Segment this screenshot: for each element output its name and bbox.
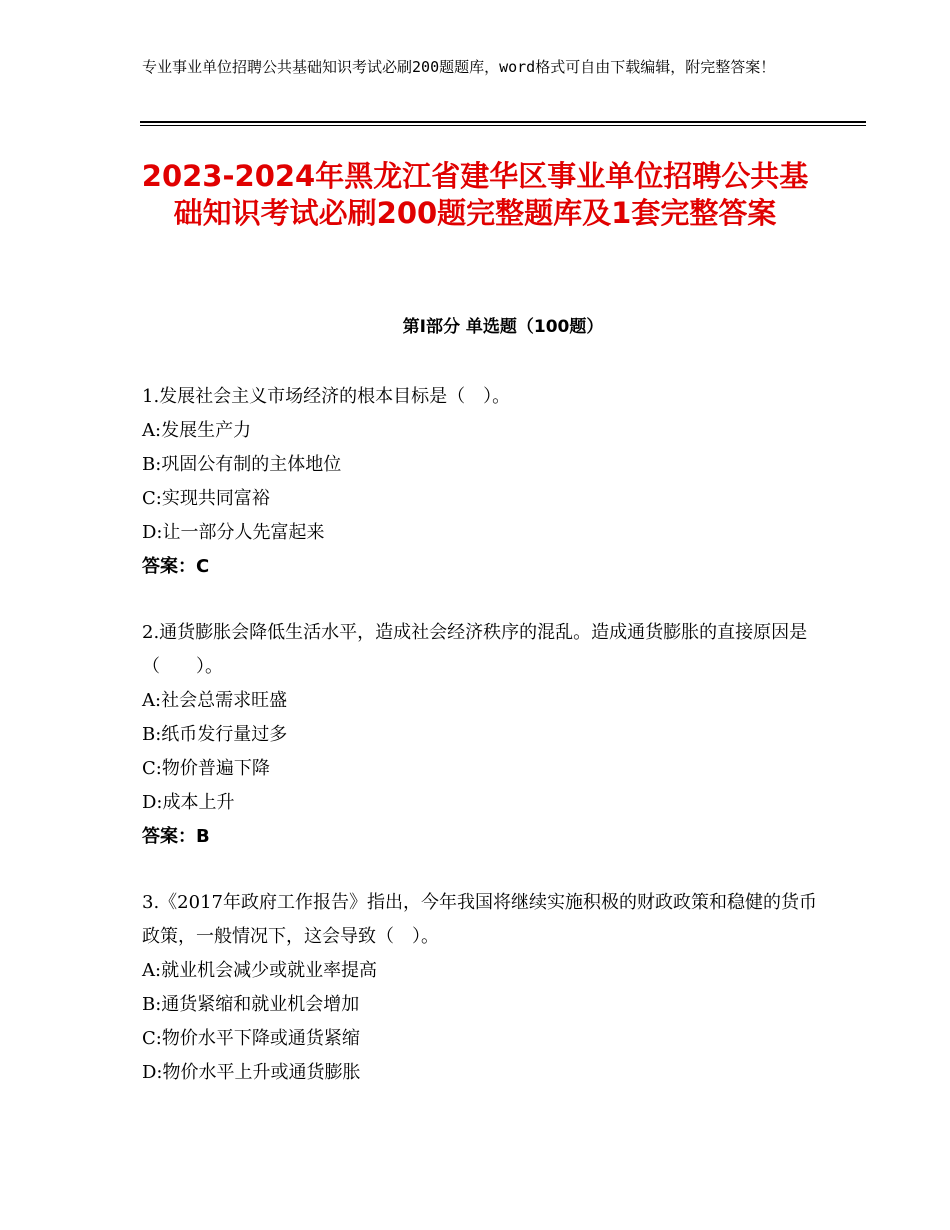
option-c: C:实现共同富裕 [142,488,270,509]
option-a: A:发展生产力 [142,420,252,441]
question-stem: 2.通货膨胀会降低生活水平，造成社会经济秩序的混乱。造成通货膨胀的直接原因是（ ）。 [142,622,808,677]
question-stem: 3.《2017年政府工作报告》指出，今年我国将继续实施积极的财政政策和稳健的货币政策，一般情况下，这会导致（ ）。 [142,892,817,947]
option-d: D:物价水平上升或通货膨胀 [142,1062,361,1083]
question-3 [142,886,822,1090]
option-b: B:巩固公有制的主体地位 [142,454,342,475]
document-title: 2023-2024年黑龙江省建华区事业单位招聘公共基础知识考试必刷200题完整题库及1套完整答案 [141,159,809,230]
option-d: D:成本上升 [142,792,235,813]
question-2 [142,616,822,854]
answer-label: 答案：B [142,826,210,847]
answer-label: 答案：C [142,556,210,577]
header-note: 专业事业单位招聘公共基础知识考试必刷200题题库，word格式可自由下载编辑，附完整答案！ [142,58,776,76]
option-a: A:就业机会减少或就业率提高 [142,960,378,981]
option-a: A:社会总需求旺盛 [142,690,288,711]
question-stem: 1.发展社会主义市场经济的根本目标是（ ）。 [142,386,511,407]
header-divider-thin [140,125,866,126]
option-b: B:纸币发行量过多 [142,724,288,745]
option-d: D:让一部分人先富起来 [142,522,325,543]
question-1 [142,380,822,584]
header-divider-thick [140,121,866,123]
option-c: C:物价水平下降或通货紧缩 [142,1028,360,1049]
part-title: 第Ⅰ部分 单选题（100题） [402,317,604,337]
option-c: C:物价普遍下降 [142,758,270,779]
option-b: B:通货紧缩和就业机会增加 [142,994,360,1015]
question-list [142,380,822,1122]
